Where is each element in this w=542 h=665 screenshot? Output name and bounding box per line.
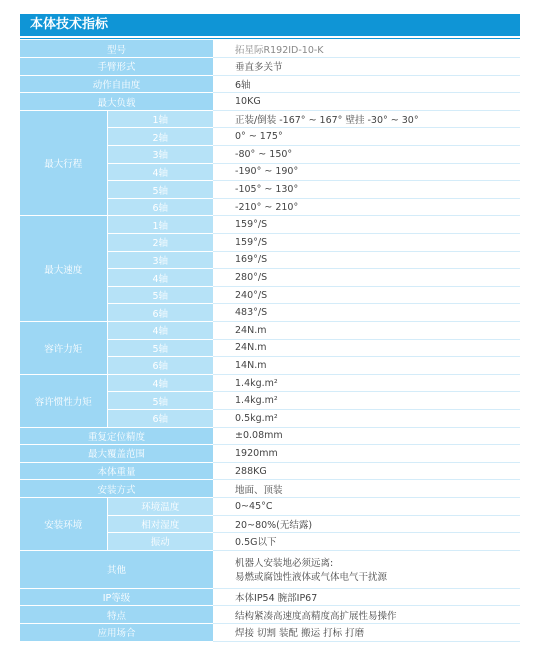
spec-row-ip [20, 588, 520, 606]
spec-value: 正装/倒装 -167° ~ 167° 壁挂 -30° ~ 30° [213, 110, 520, 128]
spec-value: 20~80%(无结露) [213, 515, 520, 533]
axis-label: 3轴 [107, 251, 213, 269]
spec-value: 14N.m [213, 357, 520, 375]
spec-label: 最大负载 [20, 93, 213, 111]
axis-label: 1轴 [107, 216, 213, 234]
axis-label: 5轴 [107, 181, 213, 199]
spec-label: 本体重量 [20, 462, 213, 480]
axis-label: 6轴 [107, 357, 213, 375]
spec-value: -210° ~ 210° [213, 198, 520, 216]
spec-value: 0.5G以下 [213, 533, 520, 551]
spec-table [20, 40, 520, 642]
axis-label: 6轴 [107, 409, 213, 427]
env-other-line-2: 易燃或腐蚀性液体或气体电气干扰源 [235, 572, 388, 584]
spec-value [213, 550, 520, 588]
spec-value: 地面、顶装 [213, 480, 520, 498]
spec-label: 动作自由度 [20, 75, 213, 93]
spec-row-dof [20, 75, 520, 93]
spec-label: 最大覆盖范围 [20, 445, 213, 463]
spec-value: 0~45°C [213, 497, 520, 515]
spec-row-mounting [20, 480, 520, 498]
spec-row-torque-4 [20, 322, 520, 340]
spec-row-reach [20, 445, 520, 463]
spec-value: ±0.08mm [213, 427, 520, 445]
spec-value: 0.5kg.m² [213, 409, 520, 427]
spec-row-features [20, 606, 520, 624]
spec-value: 焊接 切割 装配 搬运 打标 打磨 [213, 623, 520, 641]
spec-row-speed-1 [20, 216, 520, 234]
env-item-label: 其他 [20, 550, 213, 588]
spec-value: 240°/S [213, 286, 520, 304]
spec-value: 159°/S [213, 234, 520, 252]
spec-row-inertia-4 [20, 374, 520, 392]
spec-label: IP等级 [20, 588, 213, 606]
spec-value: 280°/S [213, 269, 520, 287]
spec-label: 型号 [20, 40, 213, 58]
spec-value: 1920mm [213, 445, 520, 463]
spec-value: -105° ~ 130° [213, 181, 520, 199]
spec-value: 拓星际R192ID-10-K [213, 40, 520, 58]
group-label: 最大速度 [20, 216, 107, 322]
spec-label: 应用场合 [20, 623, 213, 641]
axis-label: 2轴 [107, 128, 213, 146]
spec-row-range-1 [20, 110, 520, 128]
axis-label: 4轴 [107, 322, 213, 340]
section-title: 本体技术指标 [20, 14, 520, 36]
env-item-label: 相对湿度 [107, 515, 213, 533]
spec-row-env-other [20, 550, 520, 588]
spec-row-arm-form [20, 58, 520, 76]
axis-label: 2轴 [107, 234, 213, 252]
spec-row-weight [20, 462, 520, 480]
axis-label: 4轴 [107, 269, 213, 287]
spec-label: 手臂形式 [20, 58, 213, 76]
spec-value: 0° ~ 175° [213, 128, 520, 146]
spec-value: -80° ~ 150° [213, 146, 520, 164]
spec-row-model [20, 40, 520, 58]
spec-row-repeatability [20, 427, 520, 445]
group-label: 容许力矩 [20, 322, 107, 375]
axis-label: 1轴 [107, 110, 213, 128]
spec-row-env-temp [20, 497, 520, 515]
spec-value: 483°/S [213, 304, 520, 322]
spec-label: 特点 [20, 606, 213, 624]
spec-value: 1.4kg.m² [213, 392, 520, 410]
spec-value: 1.4kg.m² [213, 374, 520, 392]
spec-value: 288KG [213, 462, 520, 480]
axis-label: 4轴 [107, 163, 213, 181]
axis-label: 5轴 [107, 339, 213, 357]
env-item-label: 环境温度 [107, 497, 213, 515]
axis-label: 6轴 [107, 304, 213, 322]
group-label: 安装环境 [20, 497, 107, 550]
spec-value: 结构紧凑高速度高精度高扩展性易操作 [213, 606, 520, 624]
spec-value: 24N.m [213, 339, 520, 357]
env-other-line-1: 机器人安装地必须远离: [235, 558, 334, 570]
env-item-label: 振动 [107, 533, 213, 551]
axis-label: 5轴 [107, 286, 213, 304]
spec-label: 重复定位精度 [20, 427, 213, 445]
axis-label: 5轴 [107, 392, 213, 410]
spec-label: 安装方式 [20, 480, 213, 498]
spec-value: 169°/S [213, 251, 520, 269]
axis-label: 4轴 [107, 374, 213, 392]
axis-label: 6轴 [107, 198, 213, 216]
spec-row-applications [20, 623, 520, 641]
group-label: 容许惯性力矩 [20, 374, 107, 427]
spec-value: 本体IP54 腕部IP67 [213, 588, 520, 606]
spec-value: 24N.m [213, 322, 520, 340]
spec-value: 10KG [213, 93, 520, 111]
group-label: 最大行程 [20, 110, 107, 216]
axis-label: 3轴 [107, 146, 213, 164]
spec-row-payload [20, 93, 520, 111]
spec-value: 159°/S [213, 216, 520, 234]
spec-value: -190° ~ 190° [213, 163, 520, 181]
spec-value: 6轴 [213, 75, 520, 93]
spec-value: 垂直多关节 [213, 58, 520, 76]
